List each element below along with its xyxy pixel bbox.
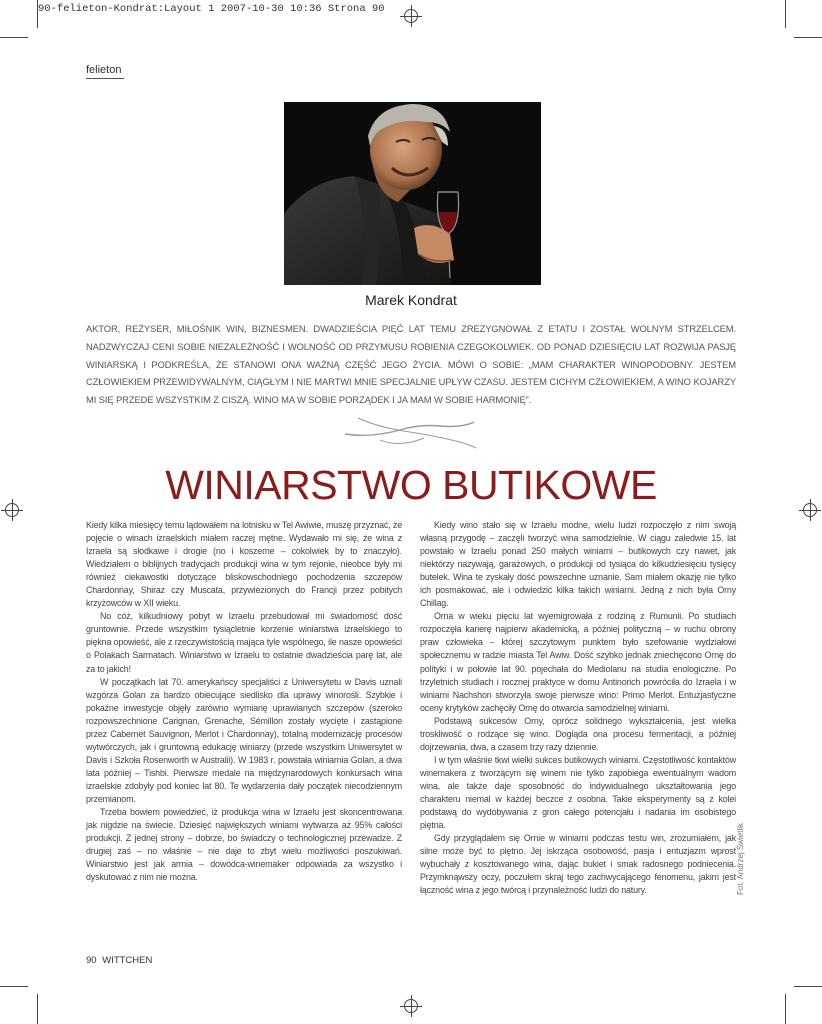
crop-mark <box>0 37 28 38</box>
paragraph: Kiedy wino stało się w Izraelu modne, wielu ludzi rozpoczęło z nim swoją własną przygodę – zaczęli tworzyć wina samodzielnie. W ciągu zaledwie 15. lat powstało w Izraelu ponad 250 małych winiarni – butikowych czy nawet, jak niektórzy nazywają, garażowych, o produkcji od tysiąca do kilkudziesięciu tysięcy butelek. Wina te zyskały dość powszechne uznanie. Sam miałem okazję nie tylko ich posmakować, ale i odwiedzić kilka takich winiarni. Jedną z nich była Orny Chillag. <box>420 520 736 609</box>
paragraph: Kiedy kilka miesięcy temu lądowałem na lotnisku w Tel Awiwie, muszę przyznać, że pojęcie o winach izraelskich miałem raczej mętne. Wydawało mi się, że wina z Izraela są słodkawe i drogie (no i koszerne – cokolwiek by to znaczyło). Wiedziałem o biblijnych tradycjach produkcji wina w tym rejonie, nieobce były mi również ciekawostki dotyczące bliskowschodniego pochodzenia szczepów Chardonnay, Shiraz czy Muscata, przywiezionych do Francji przez pobitych krzyżowców w XII wieku. <box>86 520 402 609</box>
slug-line: 90-felieton-Kondrat:Layout 1 2007-10-30 10:36 Strona 90 <box>38 3 385 15</box>
crop-mark <box>37 0 38 28</box>
paragraph: W początkach lat 70. amerykańscy specjaliści z Uniwersytetu w Davis uznali wzgórza Golan za bardzo obiecujące siedlisko dla uprawy winorośli. Szybkie i pokaźne inwestycje objęły zarówno wymianę uprawianych szczepów (szeroko rozpowszechnione Carignan, Grenache, Sémillon zostały wycięte i zastąpione przez Cabernet Sauvignon, Merlot i Chardonnay), totalną modernizację procesów wytwórczych, jak i gruntowną edukację winiarzy (przede wszystkim Uniwersytet w Davis i Szkoła Rosenworth w Australii). W 1983 r. powstała winiarnia Golan, a dwa lata później – Tishbi. Pierwsze medale na międzynarodowych konkursach wina izraelskie zdobyły pod koniec lat 80. Te wydarzenia dały początek niecodziennym przemianom. <box>86 676 402 804</box>
page-number: 90 <box>86 955 97 966</box>
crop-mark <box>0 986 28 987</box>
paragraph: Gdy przyglądałem się Ornie w winiarni podczas testu win, zrozumiałem, jak silne może być to piętno. Jej iskrząca osobowość, pasja i entuzjazm wprost wybuchały z kosztowanego wina, dając bukiet i smak radosnego podniecenia. Przymknąwszy oczy, poczułem skraj tego zachwycającego fenomenu, jakim jest łączność wina z jego twórcą i przynależność ludzi do natury. <box>420 833 736 896</box>
crop-mark <box>37 994 38 1024</box>
section-label: felieton <box>86 64 122 76</box>
paragraph: No cóż, kilkudniowy pobyt w Izraelu przebudował mi świadomość dość gruntownie. Przede wszystkim tysiącletnie korzenie winiarstwa izraelskiego to piękna opowieść, ale z rzeczywistością mająca tyle wspólnego, ile nasze opowieści o Polakach Sarmatach. Winiarstwo w Izraelu to ostatnie dwadzieścia parę lat, ale za to jakich! <box>86 611 402 674</box>
crop-mark <box>794 37 822 38</box>
publication-name: WITTCHEN <box>102 955 153 966</box>
registration-mark-top <box>400 5 422 27</box>
article-headline: WINIARSTWO BUTIKOWE <box>165 462 657 508</box>
crop-mark <box>785 994 786 1024</box>
crop-mark <box>785 0 786 28</box>
article-column-right <box>420 519 736 897</box>
paragraph: Trzeba bowiem powiedzieć, iż produkcja wina w Izraelu jest skoncentrowana jak nigdzie na świecie. Dziesięć największych winiarni wytwarza aż 95% całości produkcji. Z jednej strony – dobrze, bo świadczy o technologicznej przewadze. Z drugiej zaś – no właśnie – nie daje to zbyt wielu możliwości poszukiwań. Winiarstwo jest jak armia – dowódca-winemaker odpowiada za wszystko i dyskutować z nim nie można. <box>86 807 402 883</box>
intro-paragraph: AKTOR, REŻYSER, MIŁOŚNIK WIN, BIZNESMEN. DWADZIEŚCIA PIĘĆ LAT TEMU ZREZYGNOWAŁ Z ETATU I ZOSTAŁ WOLNYM STRZELCEM. NADZWYCZAJ CENI SOBIE NIEZALEŻNOŚĆ I WOLNOŚĆ OD PRZYMUSU ROBIENIA CZEGOKOLWIEK. OD PONAD DZIESIĘCIU LAT ROZWIJA PASJĘ WINIARSKĄ I PODKREŚLA, ŻE STANOWI ONA WAŻNĄ CZĘŚĆ JEGO ŻYCIA. MÓWI O SOBIE: „MAM CHARAKTER WINOPODOBNY. JESTEM CZŁOWIEKIEM PRZEWIDYWALNYM, CIĄGŁYM I NIE MARTWI MNIE SPECJALNIE UPŁYW CZASU. JESTEM CICHYM CZŁOWIEKIEM, A WINO KOJARZY MI SIĘ PRZEDE WSZYSTKIM Z CISZĄ. WINO MA W SOBIE PORZĄDEK I JA MAM W SOBIE HARMONIĘ”. <box>86 323 736 406</box>
paragraph: Podstawą sukcesów Orny, oprócz solidnego wykształcenia, jest wielka troskliwość o rodzące się wino. Dogląda ona procesu fermentacji, a później dojrzewania, dwa, a czasem trzy razy dziennie. <box>420 715 736 752</box>
crop-mark <box>794 986 822 987</box>
paragraph: I w tym właśnie tkwi wielki sukces butikowych winiarni. Częstotliwość kontaktów winemakera z tworzącym się winem nie tylko zapobiega ewentualnym wadom wina, ale także daje sposobność do indywidualnego ukształtowania jego charakteru niemal w każdej beczce z osobna. Takie eksperymenty są z kolei podstawą do wydobywania z gron całego potencjału i nadania im osobistego piętna. <box>420 754 736 831</box>
person-name: Marek Kondrat <box>365 292 457 308</box>
photo-credit: Fot. Andrzej Świetlik <box>736 822 745 895</box>
section-rule <box>86 78 124 79</box>
page-folio <box>86 955 152 966</box>
portrait-photo <box>284 102 541 285</box>
decorative-flourish <box>340 412 480 452</box>
paragraph: Orna w wieku pięciu lat wyemigrowała z rodziną z Rumunii. Po studiach rozpoczęła karierę najpierw akademicką, a później polityczną – w ruchu obrony praw człowieka – której szczytowym punktem było szefowanie wydziałowi społecznemu w radzie miasta Tel Awiw. Dość szybko jednak zniechęcono Ornę do polityki i w połowie lat 90. pojechała do Mediolanu na studia enologiczne. Po trzyletnich studiach i rocznej praktyce w domu Antinorich powróciła do Izraela i w winiarni Nachshon stworzyła swoje pierwsze wino: Primo Merlot. Entuzjastyczne oceny krytyków zachęciły Ornę do otwarcia samodzielnej winiarni. <box>420 611 736 713</box>
article-column-left <box>86 519 402 884</box>
registration-mark-bottom <box>400 995 422 1017</box>
